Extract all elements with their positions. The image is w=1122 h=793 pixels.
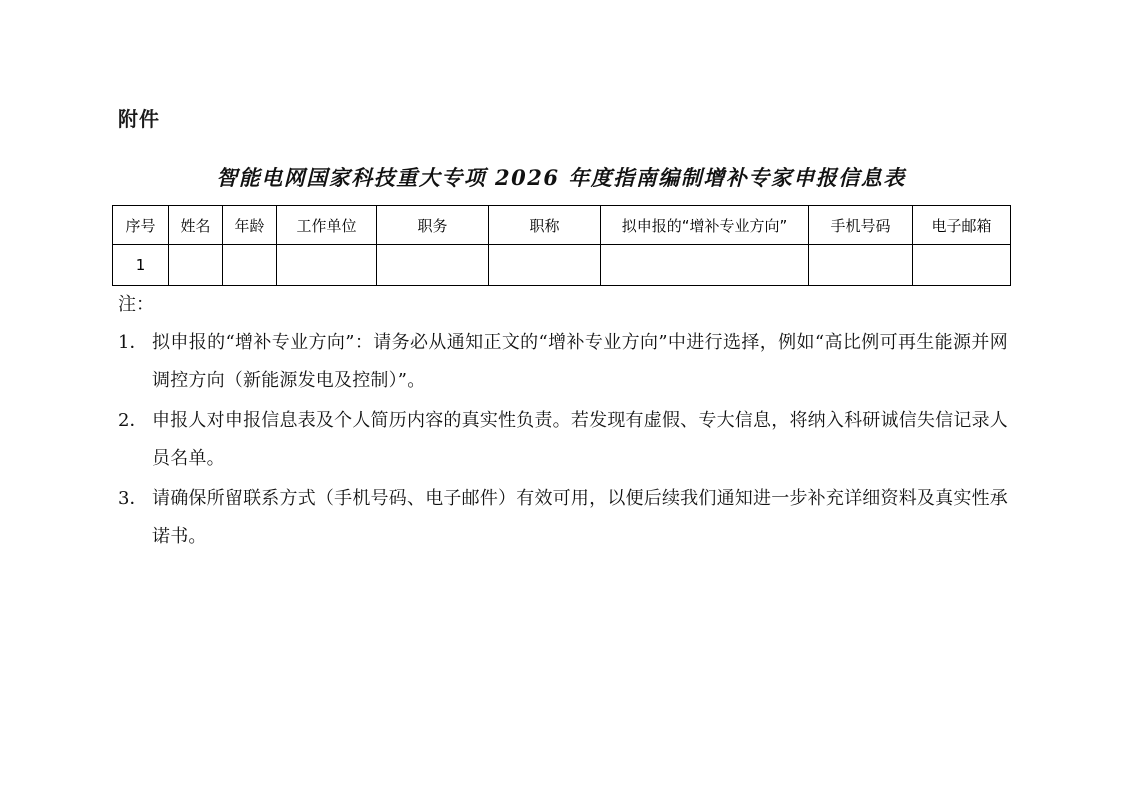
table-cell-title[interactable] — [489, 245, 601, 286]
table-header-cell: 职称 — [489, 206, 601, 245]
table-header-cell: 工作单位 — [277, 206, 377, 245]
table-cell-index: 1 — [113, 245, 169, 286]
note-text: 拟申报的“增补专业方向”：请务必从通知正文的“增补专业方向”中进行选择，例如“高比例可再生能源并网调控方向（新能源发电及控制）”。 — [152, 332, 1008, 391]
table-header-cell: 年龄 — [223, 206, 277, 245]
table-cell-organization[interactable] — [277, 245, 377, 286]
table-header-cell: 职务 — [377, 206, 489, 245]
table-header-row — [113, 206, 1011, 245]
note-text: 请确保所留联系方式（手机号码、电子邮件）有效可用，以便后续我们通知进一步补充详细资料及真实性承诺书。 — [152, 488, 1008, 547]
table-cell-position[interactable] — [377, 245, 489, 286]
table-header-cell: 手机号码 — [809, 206, 913, 245]
note-number: 3． — [118, 488, 148, 509]
table-cell-direction[interactable] — [601, 245, 809, 286]
table-cell-age[interactable] — [223, 245, 277, 286]
table-cell-phone[interactable] — [809, 245, 913, 286]
note-number: 1． — [118, 332, 148, 353]
notes-heading: 注： — [118, 294, 154, 315]
expert-declaration-table — [112, 205, 1011, 286]
note-item — [118, 324, 1008, 400]
attachment-label: 附件 — [118, 107, 160, 131]
note-item — [118, 480, 1008, 556]
page-title: 智能电网国家科技重大专项 2026 年度指南编制增补专家申报信息表 — [216, 165, 906, 190]
table-header-cell: 序号 — [113, 206, 169, 245]
note-number: 2． — [118, 410, 148, 431]
note-item — [118, 402, 1008, 478]
table-cell-name[interactable] — [169, 245, 223, 286]
table-cell-email[interactable] — [913, 245, 1011, 286]
table-row — [113, 245, 1011, 286]
table-header-cell: 姓名 — [169, 206, 223, 245]
notes-section — [118, 288, 1008, 556]
table-header-cell: 电子邮箱 — [913, 206, 1011, 245]
table-header-cell: 拟申报的“增补专业方向” — [601, 206, 809, 245]
note-text: 申报人对申报信息表及个人简历内容的真实性负责。若发现有虚假、专大信息，将纳入科研诚信失信记录人员名单。 — [152, 410, 1008, 469]
